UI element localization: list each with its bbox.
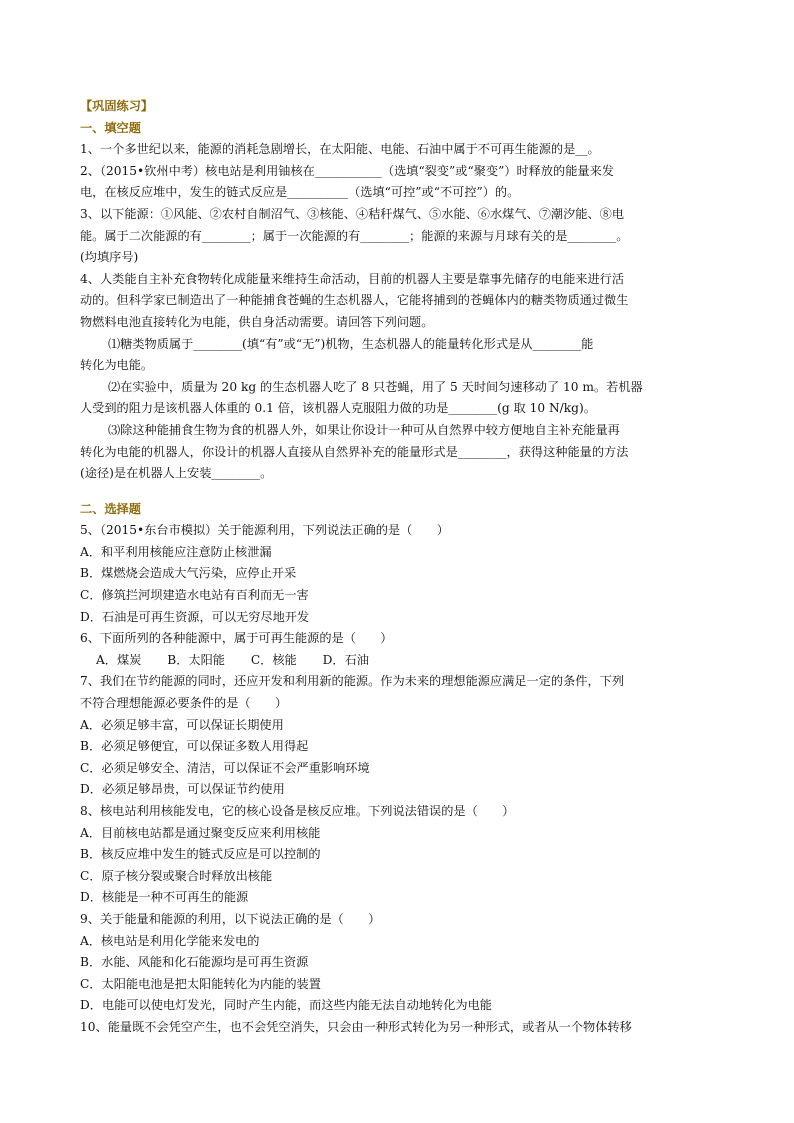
option-line: A．和平利用核能应注意防止核泄漏 — [80, 544, 272, 559]
text-line: 动的。但科学家已制造出了一种能捕食苍蝇的生态机器人，它能将捕到的苍蝇体内的糖类物质通过微生 — [80, 293, 629, 308]
text-line: 5、（2015•东台市模拟）关于能源利用，下列说法正确的是（ ） — [80, 523, 449, 538]
q6-options — [80, 650, 720, 672]
text-line: 转化为电能。 — [80, 358, 154, 373]
text-line: 1、一个多世纪以来，能源的消耗急剧增长，在太阳能、电能、石油中属于不可再生能源的是__。 — [80, 142, 600, 157]
text-line: 人受到的阻力是该机器人体重的 0.1 倍，该机器人克服阻力做的功是________(g 取 10 N/kg)。 — [80, 401, 596, 416]
option-line: C．原子核分裂或聚合时释放出核能 — [80, 868, 273, 883]
option-line: C．必须足够安全、清洁，可以保证不会严重影响环境 — [80, 760, 370, 775]
option-a: A．煤炭 — [96, 652, 142, 667]
text-line: 4、人类能自主补充食物转化成能量来维持生命活动，目前的机器人主要是靠事先储存的电能来进行活 — [80, 271, 625, 286]
option-line: D．电能可以使电灯发光，同时产生内能，而这些内能无法自动地转化为电能 — [80, 998, 492, 1013]
option-line: B．核反应堆中发生的链式反应是可以控制的 — [80, 847, 321, 862]
text-line: 6、下面所列的各种能源中，属于可再生能源的是（ ） — [80, 631, 393, 646]
option-line: C．修筑拦河坝建造水电站有百利而无一害 — [80, 588, 309, 603]
worksheet-page — [80, 96, 720, 1039]
fill-in-questions — [80, 139, 720, 485]
option-d: D．石油 — [322, 652, 369, 667]
text-line: 10、能量既不会凭空产生，也不会凭空消失，只会由一种形式转化为另一种形式，或者从一个物体转移 — [80, 1019, 632, 1034]
text-line: 不符合理想能源必要条件的是（ ） — [80, 696, 288, 711]
option-line: B．必须足够便宜，可以保证多数人用得起 — [80, 739, 309, 754]
sub-question-3: ⑶除这种能捕食生物为食的机器人外，如果让你设计一种可从自然界中较方便地自主补充能量再 — [108, 422, 620, 437]
option-line: A．目前核电站都是通过聚变反应来利用核能 — [80, 825, 321, 840]
sub-question-1: ⑴糖类物质属于________(填“有”或“无”)机物，生态机器人的能量转化形式是从________能 — [108, 336, 594, 351]
text-line: 转化为电能的机器人，你设计的机器人直接从自然界补充的能量形式是________，获得这种能量的方法 — [80, 444, 629, 459]
option-line: C．太阳能电池是把太阳能转化为内能的装置 — [80, 976, 321, 991]
text-line: 物燃料电池直接转化为电能，供自身活动需要。请回答下列问题。 — [80, 314, 434, 329]
text-line: 能。属于二次能源的有________；属于一次能源的有________；能源的来源与月球有关的是________。 — [80, 228, 629, 243]
spacer — [80, 485, 720, 499]
text-line: 电，在核反应堆中，发生的链式反应是__________（选填“可控”或“不可控”）的。 — [80, 185, 520, 200]
option-line: D．必须足够昂贵，可以保证节约使用 — [80, 782, 285, 797]
option-line: D．石油是可再生资源，可以无穷尽地开发 — [80, 609, 310, 624]
option-line: B．水能、风能和化石能源均是可再生资源 — [80, 955, 309, 970]
text-line: 3、以下能源：①风能、②农村自制沼气、③核能、④秸秆煤气、⑤水能、⑥水煤气、⑦潮汐能、⑧电 — [80, 206, 625, 221]
text-line: 7、我们在节约能源的同时，还应开发和利用新的能源。作为未来的理想能源应满足一定的条件，下列 — [80, 674, 625, 689]
option-line: A．必须足够丰富，可以保证长期使用 — [80, 717, 284, 732]
section-fill-in-title: 一、填空题 — [80, 120, 141, 135]
option-line: D．核能是一种不可再生的能源 — [80, 890, 249, 905]
section-choice-title: 二、选择题 — [80, 501, 141, 516]
option-b: B．太阳能 — [167, 652, 225, 667]
choice-questions — [80, 520, 720, 1038]
text-line: (途径)是在机器人上安装________。 — [80, 466, 273, 481]
sub-question-2: ⑵在实验中，质量为 20 kg 的生态机器人吃了 8 只苍蝇，用了 5 天时间匀速移动了 10 m。若机器 — [108, 379, 643, 394]
header-title: 【巩固练习】 — [80, 99, 154, 113]
text-line: (均填序号) — [80, 250, 139, 265]
option-line: B．煤燃烧会造成大气污染，应停止开采 — [80, 566, 297, 581]
text-line: 8、核电站利用核能发电，它的核心设备是核反应堆。下列说法错误的是（ ） — [80, 804, 515, 818]
option-line: A．核电站是利用化学能来发电的 — [80, 933, 260, 948]
text-line: 9、关于能量和能源的利用，以下说法正确的是（ ） — [80, 911, 381, 926]
option-c: C．核能 — [250, 652, 297, 667]
text-line: 2、（2015•钦州中考）核电站是利用铀核在___________（选填“裂变”或“聚变”）时释放的能量来发 — [80, 163, 614, 178]
